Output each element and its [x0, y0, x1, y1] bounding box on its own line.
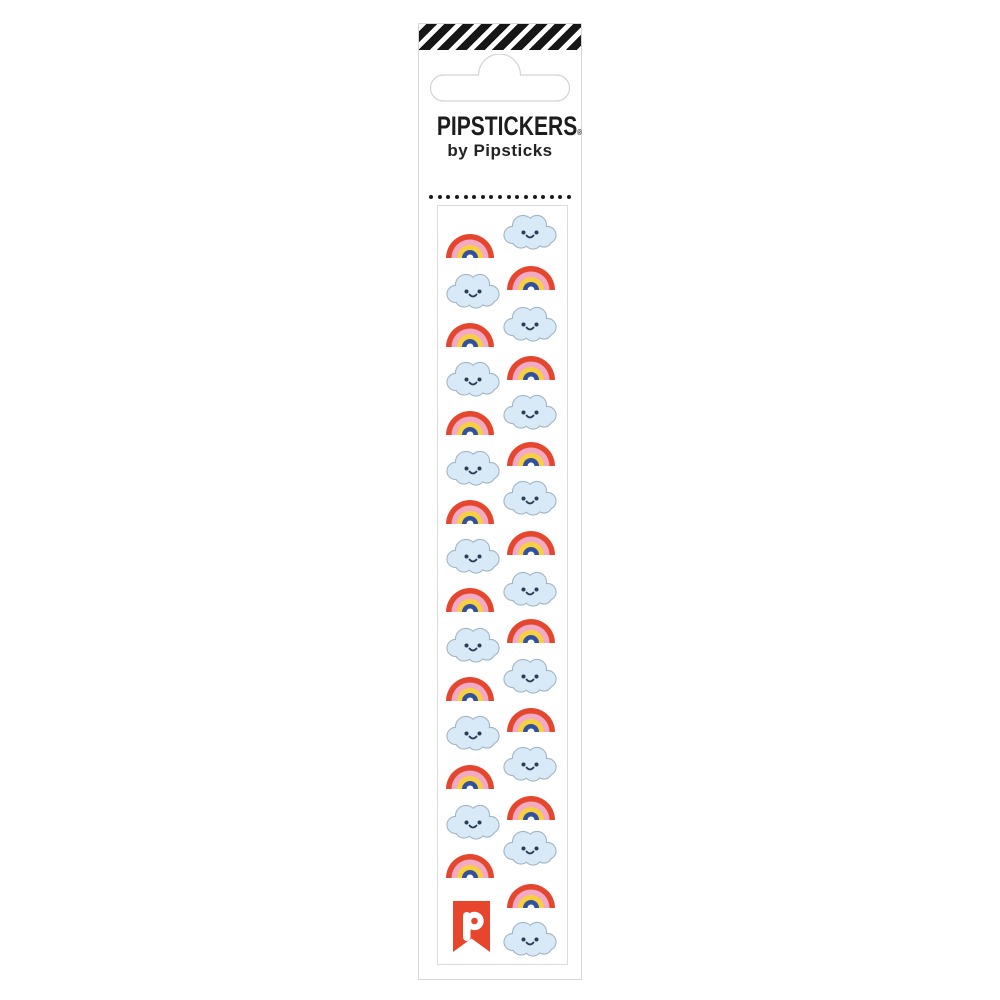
cloud-sticker [446, 359, 500, 397]
cloud-sticker [446, 271, 500, 309]
divider-dot [541, 195, 545, 199]
cloud-sticker [503, 919, 557, 957]
cloud-sticker [446, 448, 500, 486]
brand-title [436, 111, 582, 141]
cloud-sticker [503, 304, 557, 342]
brand-byline: by Pipsticks [447, 141, 553, 160]
rainbow-sticker [446, 498, 494, 524]
hang-tab-cutout [429, 54, 571, 102]
brand-title-text: PIPSTICKERS [436, 111, 578, 141]
cloud-sticker [503, 392, 557, 430]
rainbow-sticker [507, 264, 555, 290]
rainbow-sticker [507, 794, 555, 820]
rainbow-sticker [507, 617, 555, 643]
divider-dot [567, 195, 571, 199]
cloud-sticker [446, 713, 500, 751]
registered-mark: ® [577, 128, 582, 137]
cloud-sticker [446, 536, 500, 574]
dotted-divider [429, 194, 571, 199]
rainbow-sticker [446, 409, 494, 435]
sticker-package [418, 23, 582, 980]
divider-dot [429, 195, 433, 199]
divider-dot [498, 195, 502, 199]
divider-dot [464, 195, 468, 199]
divider-dot [489, 195, 493, 199]
rainbow-sticker [507, 706, 555, 732]
divider-dot [438, 195, 442, 199]
cloud-sticker [503, 569, 557, 607]
divider-dot [558, 195, 562, 199]
divider-dot [507, 195, 511, 199]
rainbow-sticker [446, 586, 494, 612]
cloud-sticker [503, 744, 557, 782]
hazard-stripes-band [419, 24, 581, 50]
divider-dot [481, 195, 485, 199]
divider-dot [472, 195, 476, 199]
rainbow-sticker [446, 763, 494, 789]
divider-dot [524, 195, 528, 199]
rainbow-sticker [507, 529, 555, 555]
rainbow-sticker [507, 354, 555, 380]
cloud-sticker [503, 828, 557, 866]
pipsticks-flag-logo [453, 901, 490, 952]
cloud-sticker [446, 802, 500, 840]
cloud-sticker [503, 478, 557, 516]
rainbow-sticker [507, 882, 555, 908]
rainbow-sticker [446, 232, 494, 258]
cloud-sticker [503, 656, 557, 694]
rainbow-sticker [446, 675, 494, 701]
rainbow-sticker [507, 440, 555, 466]
divider-dot [455, 195, 459, 199]
divider-dot [515, 195, 519, 199]
rainbow-sticker [446, 852, 494, 878]
cloud-sticker [503, 212, 557, 250]
rainbow-sticker [446, 321, 494, 347]
sticker-strip [437, 205, 568, 965]
cloud-sticker [446, 625, 500, 663]
divider-dot [550, 195, 554, 199]
divider-dot [533, 195, 537, 199]
divider-dot [446, 195, 450, 199]
